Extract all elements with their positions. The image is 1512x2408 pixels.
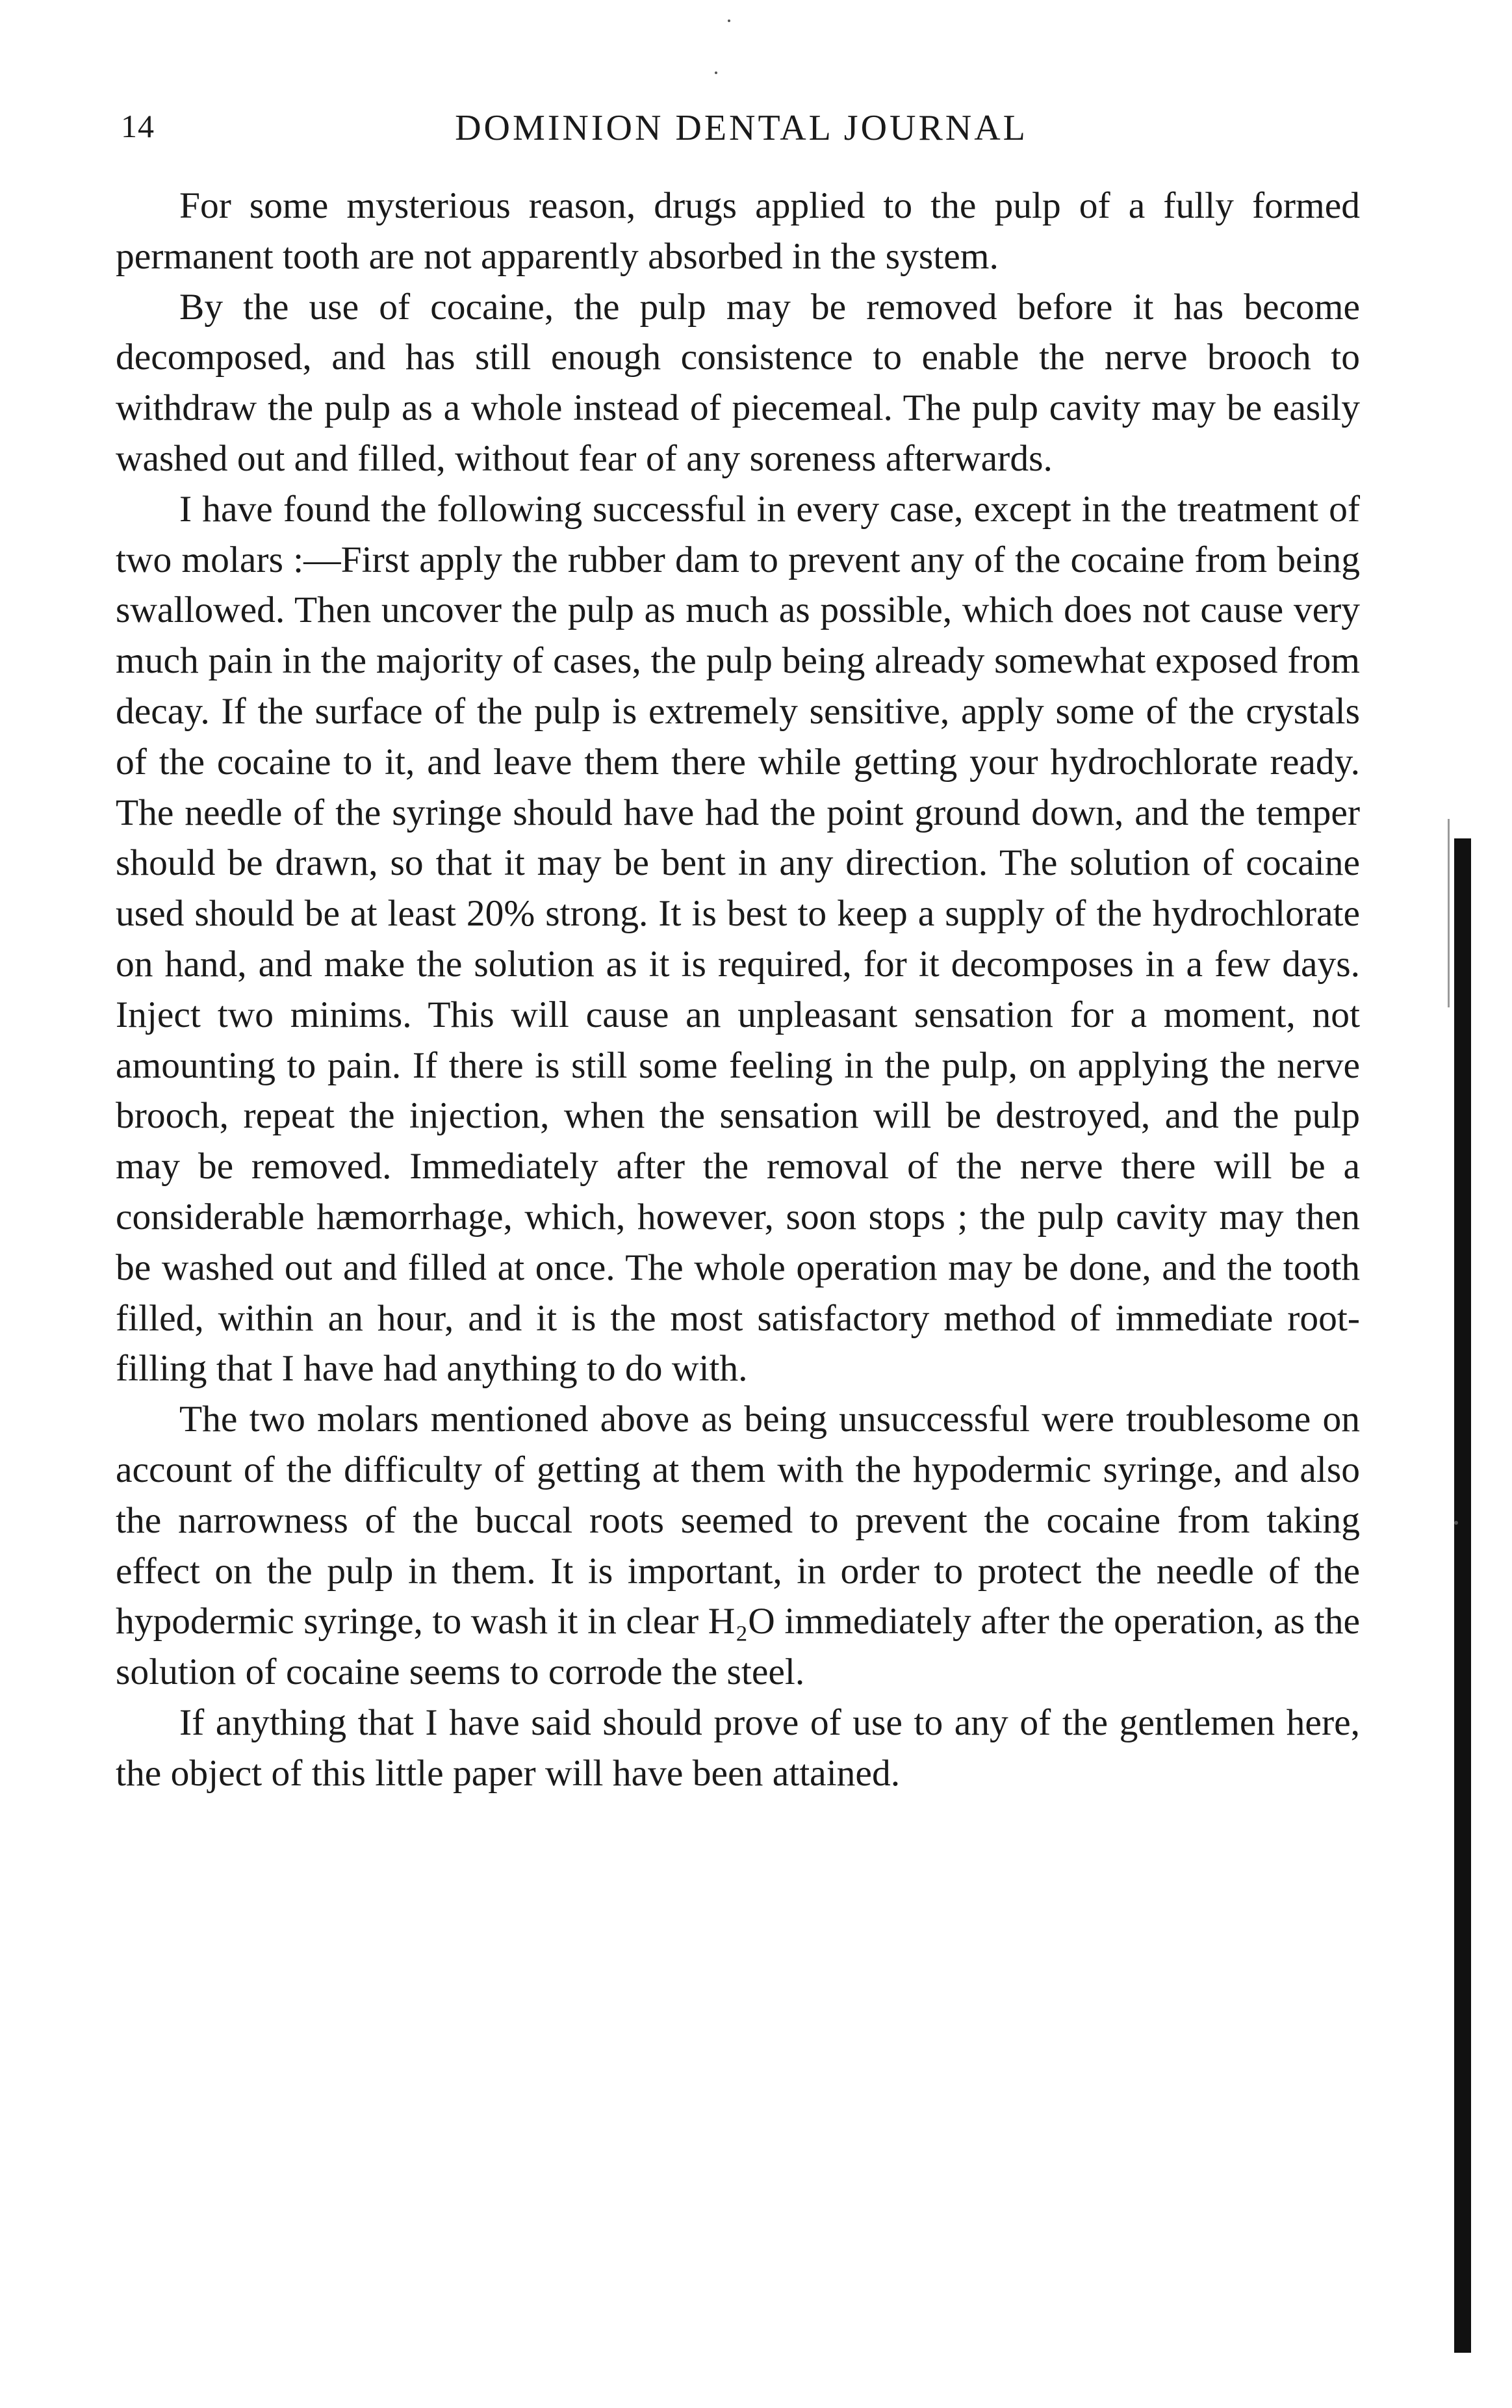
paragraph-4: The two molars mentioned above as being unsuccessful were troublesome on account of the difficulty of getting at them with the hypodermic syringe, and also the narrowness of the buccal roots seemed to prevent the cocaine from taking effect on the pulp in them. It is important, in order to protect the needle of the hypodermic syringe, to wash it in clear H₂O immediately after the operation, as the solution of cocaine seems to corrode the steel. [116,1399,1360,1693]
paragraph-2: By the use of cocaine, the pulp may be removed before it has become decomposed, and has still enough consistence to enable the nerve brooch to withdraw the pulp as a whole instead of piecemeal. The pulp cavity may be easily washed out and filled, without fear of any soreness afterwards. [116,286,1360,479]
scan-artifact-dot [1454,1521,1458,1525]
scan-artifact-dot [715,71,717,74]
scan-artifact-dot [728,19,730,22]
page-number: 14 [121,108,155,144]
page-header [121,107,1362,159]
paragraph-5: If anything that I have said should prove of use to any of the gentlemen here, the object of this little paper will have been attained. [116,1702,1360,1794]
paragraph-1: For some mysterious reason, drugs applied to the pulp of a fully formed permanent tooth are not apparently absorbed in the system. [116,185,1360,277]
running-title: DOMINION DENTAL JOURNAL [455,108,1028,148]
article-body [116,181,1360,1799]
scan-artifact-line [1448,819,1450,1007]
paragraph-3: I have found the following successful in every case, except in the treatment of two molars :—First apply the rubber dam to prevent any of the cocaine from being swallowed. Then uncover the pulp as much as possible, which does not cause very much pain in the majority of cases, the pulp being already somewhat exposed from decay. If the surface of the pulp is extremely sensitive, apply some of the crystals of the cocaine to it, and leave them there while getting your hydrochlorate ready. The needle of the syringe should have had the point ground down, and the temper should be drawn, so that it may be bent in any direction. The solution of cocaine used should be at least 20% strong. It is best to keep a supply of the hydrochlorate on hand, and make the solution as it is required, for it decomposes in a few days. Inject two minims. This will cause an unpleasant sensation for a moment, not amounting to pain. If there is still some feeling in the pulp, on applying the nerve brooch, repeat the injection, when the sensation will be destroyed, and the pulp may be removed. Immediately after the removal of the nerve there will be a considerable hæmorrhage, which, however, soon stops ; the pulp cavity may then be washed out and filled at once. The whole operation may be done, and the tooth filled, within an hour, and it is the most satisfactory method of immediate root-filling that I have had anything to do with. [116,488,1360,1390]
scan-artifact-bar [1454,838,1471,2353]
